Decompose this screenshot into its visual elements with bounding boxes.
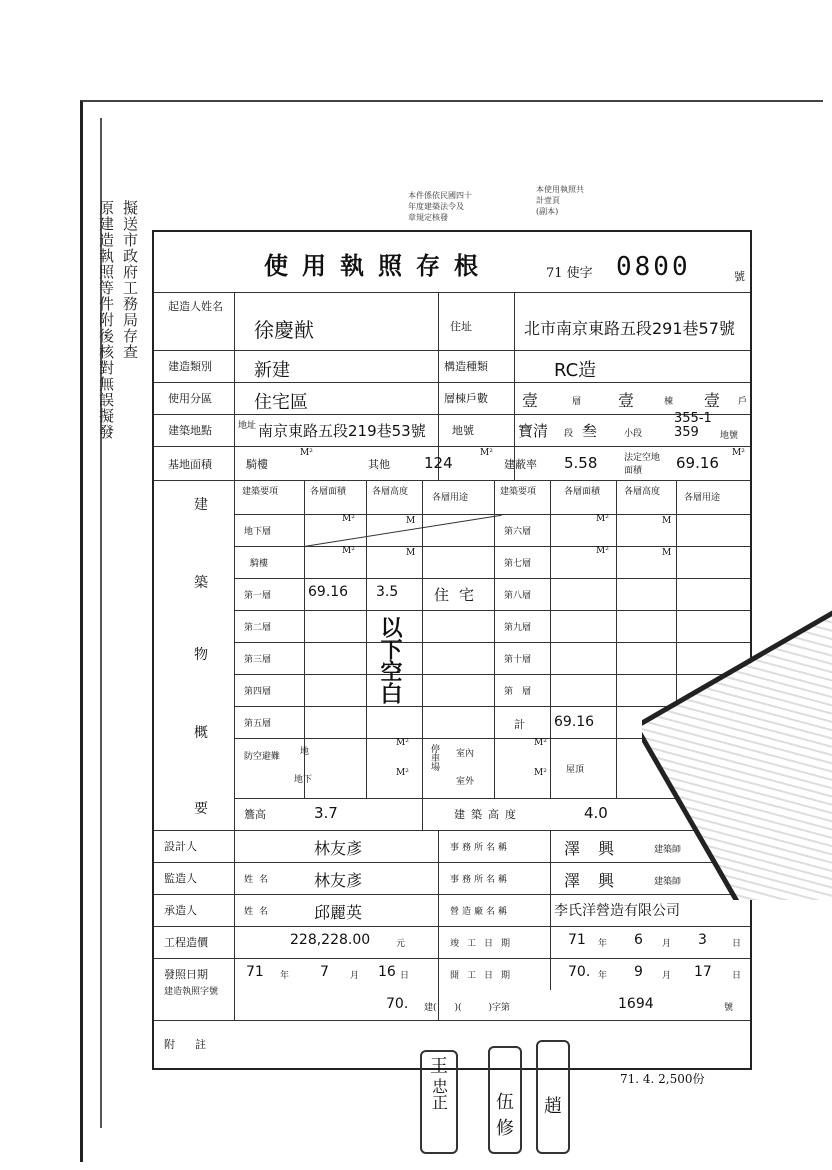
unit-m2: M²: [732, 448, 745, 458]
legal-area-label: 法定空地面積: [624, 453, 661, 476]
floor-name: 第四層: [244, 687, 272, 697]
cost: 228,228.00: [290, 932, 371, 948]
unit-m2: M²: [300, 448, 313, 458]
col-header: 各層用途: [684, 493, 721, 503]
floor-name: 騎樓: [250, 559, 269, 569]
supervisor-name: 林友彥: [314, 871, 363, 890]
floor-name: 地下層: [244, 527, 272, 537]
total-label: 計: [514, 718, 525, 731]
designer-office: 澤興: [564, 839, 633, 858]
section-label-char: 物: [194, 647, 208, 663]
unit-m: M: [406, 516, 416, 526]
unit-m2: M²: [342, 514, 355, 524]
build-type-label: 建造類別: [168, 360, 212, 373]
date-unit: 年: [280, 971, 290, 981]
header-stamp-line: 計壹頁: [536, 196, 560, 205]
building-height-label: 建築高度: [454, 808, 522, 821]
unit-m2: M²: [342, 546, 355, 556]
floor-name: 第一層: [244, 591, 272, 601]
cost-unit: 元: [396, 939, 406, 949]
address-label: 住址: [450, 320, 472, 333]
supervisor-label: 監造人: [164, 872, 197, 885]
eave-height: 3.7: [314, 804, 338, 822]
blank-mark: 以下空白: [377, 616, 402, 704]
issue-label: 發照日期: [164, 968, 208, 981]
shelter-under: 地下: [294, 775, 313, 785]
coverage-label: 建蔽率: [504, 458, 537, 471]
owner-name: 徐慶猷: [254, 318, 314, 342]
floor-name: 第十層: [504, 655, 532, 665]
lot-seg: 叁: [582, 422, 598, 440]
lot-label: 地號: [452, 424, 474, 437]
permit-mid: 建( )( )字第: [424, 1003, 511, 1013]
zone: 住宅區: [254, 392, 308, 413]
structure-label: 構造種類: [444, 360, 488, 373]
section-label-char: 築: [194, 575, 208, 591]
site-sublabel: 地址: [238, 421, 257, 431]
date-unit: 日: [732, 971, 742, 981]
lot-suffix: 地號: [720, 431, 739, 441]
contractor-name: 邱麗英: [314, 903, 363, 922]
base-area-label: 基地面積: [168, 458, 212, 471]
floor-name: 第九層: [504, 623, 532, 633]
col-header: 各層面積: [564, 487, 601, 497]
supervisor-suffix: 建築師: [654, 877, 682, 887]
building-height: 4.0: [584, 804, 608, 822]
floors-count-3: 壹: [704, 391, 721, 410]
unit-m2: M²: [480, 448, 493, 458]
shelter-label: 防空避難: [244, 752, 281, 762]
col-header: 建築要項: [500, 487, 537, 497]
permit-year: 70.: [386, 996, 409, 1012]
firm-label: 營造廠名稱: [450, 907, 511, 917]
name-label: 姓名: [244, 875, 275, 885]
lot-sub-label: 小段: [624, 429, 643, 439]
floor-use: 住宅: [434, 586, 485, 604]
floor-name: 第五層: [244, 719, 272, 729]
date-unit: 月: [662, 971, 672, 981]
print-note: 71. 4. 2,500份: [620, 1072, 705, 1086]
issue-day: 16: [378, 964, 396, 980]
floor-name: 第二層: [244, 623, 272, 633]
lot-seg-label: 段: [564, 429, 574, 439]
form-title: 使用執照存根: [264, 251, 492, 280]
site-address: 南京東路五段219巷53號: [258, 422, 426, 440]
legal-area: 69.16: [676, 454, 719, 472]
floor-name: 第 層: [504, 687, 532, 697]
parking-in: 室內: [456, 749, 475, 759]
parking-out: 室外: [456, 777, 475, 787]
header-stamp-line: 本件係依民國四十: [408, 191, 472, 200]
header-stamp-line: (副本): [536, 207, 559, 216]
col-header: 各層高度: [624, 487, 661, 497]
note-label: 附註: [164, 1038, 226, 1051]
seal-text: 忠正: [429, 1078, 449, 1110]
floors-label: 層棟戶數: [444, 392, 488, 405]
floor-name: 第六層: [504, 527, 532, 537]
floors-count-1: 壹: [522, 391, 539, 410]
completion-day: 3: [698, 932, 707, 948]
seal-text: 修: [496, 1118, 514, 1139]
col-header: 各層用途: [432, 493, 469, 503]
designer-suffix: 建築師: [654, 845, 682, 855]
margin-note-handwritten: 原建造執照等件附後核對無誤擬發: [97, 200, 115, 440]
license-prefix: 71 使字: [546, 266, 593, 281]
completion-month: 6: [634, 932, 643, 948]
date-unit: 日: [732, 939, 742, 949]
site-label: 建築地點: [168, 424, 212, 437]
start-day: 17: [694, 964, 712, 980]
designer-name: 林友彥: [314, 839, 363, 858]
start-month: 9: [634, 964, 643, 980]
floor-name: 第三層: [244, 655, 272, 665]
issue-month: 7: [320, 964, 329, 980]
date-unit: 日: [400, 971, 410, 981]
permit-suffix: 號: [724, 1003, 734, 1013]
eave-label: 簷高: [244, 808, 266, 821]
arcade-label: 騎樓: [246, 458, 268, 471]
parking-label: 停車場: [429, 744, 439, 771]
header-stamp-line: 章規定核發: [408, 213, 448, 222]
margin-note-handwritten: 擬送市政府工務局存查: [121, 200, 139, 360]
seal-stamp: [488, 1046, 522, 1154]
structure: RC造: [554, 360, 597, 381]
permit-number: 1694: [618, 996, 654, 1012]
date-unit: 年: [598, 971, 608, 981]
completion-label: 竣工日期: [450, 939, 519, 949]
zone-label: 使用分區: [168, 392, 212, 405]
office-label: 事務所名稱: [450, 875, 511, 885]
build-type: 新建: [254, 360, 290, 381]
section-label-char: 概: [194, 725, 208, 741]
seal-text: 伍: [496, 1092, 514, 1113]
floor-name: 第七層: [504, 559, 532, 569]
unit-m2: M²: [396, 738, 409, 748]
office-label: 事務所名稱: [450, 843, 511, 853]
seal-stamp: [420, 1050, 458, 1154]
floor-area: 69.16: [308, 584, 349, 600]
issue-year: 71: [246, 964, 264, 980]
roof-label: 屋頂: [566, 765, 585, 775]
unit-m2: M²: [596, 546, 609, 556]
official-seal-diagonal: [642, 600, 832, 900]
lot-section: 寶清: [518, 422, 549, 440]
section-label-char: 建: [194, 497, 208, 513]
date-unit: 月: [350, 971, 360, 981]
col-header: 建築要項: [242, 487, 279, 497]
owner-label: 起造人姓名: [168, 300, 223, 313]
seal-stamp: [536, 1040, 570, 1154]
start-label: 開工日期: [450, 971, 519, 981]
header-stamp-line: 本使用執照共: [536, 185, 584, 194]
unit-m2: M²: [534, 738, 547, 748]
unit-m: M: [662, 548, 672, 558]
unit-m2: M²: [396, 768, 409, 778]
date-unit: 月: [662, 939, 672, 949]
supervisor-office: 澤興: [564, 871, 633, 890]
floors-unit: 層: [572, 397, 582, 407]
name-label: 姓名: [244, 907, 275, 917]
completion-year: 71: [568, 932, 586, 948]
seal-text: 王: [430, 1056, 448, 1077]
contractor-firm: 李氏洋營造有限公司: [554, 903, 680, 919]
license-number: 0800: [616, 252, 691, 282]
header-stamp: [408, 190, 472, 223]
shelter-ground: 地: [300, 747, 310, 757]
lot-numbers: 355-1 359: [674, 411, 712, 440]
floor-height: 3.5: [376, 584, 399, 600]
date-unit: 年: [598, 939, 608, 949]
header-stamp-right: [536, 184, 584, 217]
floor-name: 第八層: [504, 591, 532, 601]
floors-count-2: 壹: [618, 391, 635, 410]
coverage: 5.58: [564, 454, 598, 472]
start-year: 70.: [568, 964, 591, 980]
col-header: 各層面積: [310, 487, 347, 497]
unit-m2: M²: [534, 768, 547, 778]
header-stamp-line: 年度建築法令及: [408, 202, 464, 211]
cost-label: 工程造價: [164, 936, 208, 949]
unit-m: M: [662, 516, 672, 526]
col-header: 各層高度: [372, 487, 409, 497]
floors-unit: 棟: [664, 397, 674, 407]
owner-address: 北市南京東路五段291巷57號: [524, 319, 735, 338]
floors-unit: 戶: [738, 397, 748, 407]
unit-m: M: [406, 548, 416, 558]
total-area: 69.16: [554, 714, 595, 730]
contractor-label: 承造人: [164, 904, 197, 917]
seal-text: 趙: [544, 1096, 562, 1117]
other-area: 124: [424, 454, 453, 472]
unit-m2: M²: [596, 514, 609, 524]
designer-label: 設計人: [164, 840, 197, 853]
other-label: 其他: [368, 458, 390, 471]
license-suffix: 號: [734, 270, 745, 283]
section-label-char: 要: [194, 801, 208, 817]
permit-label: 建造執照字號: [164, 987, 219, 997]
